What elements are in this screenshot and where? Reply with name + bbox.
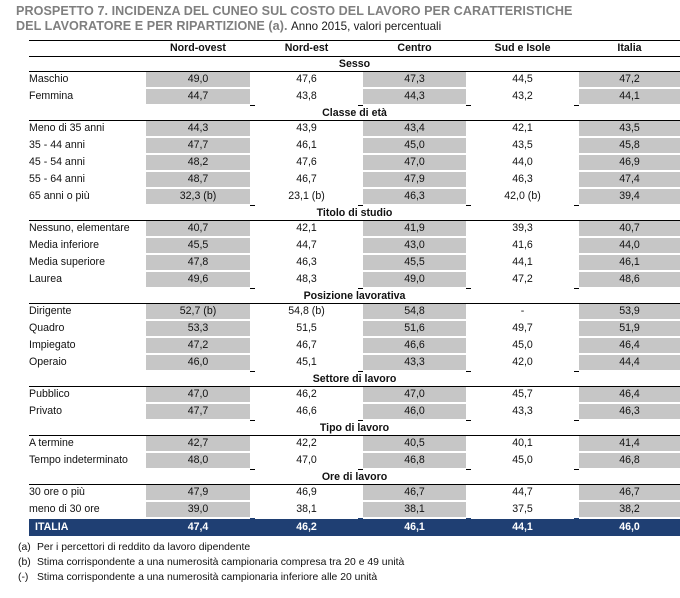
table-cell: 45,0 xyxy=(363,137,466,154)
table-cell: 53,3 xyxy=(146,320,250,337)
table-cell: 44,3 xyxy=(146,121,250,138)
total-row xyxy=(29,518,680,536)
section-heading: Posizione lavorativa xyxy=(29,288,680,304)
table-cell: 43,2 xyxy=(471,88,574,105)
table-cell: 46,7 xyxy=(255,171,358,188)
row-label: 45 - 54 anni xyxy=(29,154,146,171)
table-cell: 47,6 xyxy=(255,154,358,171)
footnote-key: (-) xyxy=(18,571,29,583)
table-cell: 46,9 xyxy=(255,485,358,502)
table-cell: - xyxy=(471,304,574,321)
table-cell: 47,2 xyxy=(146,337,250,354)
row-label: Impiegato xyxy=(29,337,146,354)
row-label: meno di 30 ore xyxy=(29,501,146,518)
section-heading: Tipo di lavoro xyxy=(29,420,680,436)
table-cell: 46,1 xyxy=(255,137,358,154)
row-label: 65 anni o più xyxy=(29,188,146,205)
footnote xyxy=(18,571,404,586)
table-cell: 47,0 xyxy=(146,387,250,404)
table-cell: 47,7 xyxy=(146,403,250,420)
table-cell: 46,1 xyxy=(579,254,680,271)
footnote-key: (a) xyxy=(18,542,31,553)
table-row xyxy=(29,188,680,205)
footnote-text: Stima corrispondente a una numerosità campionaria compresa tra 20 e 49 unità xyxy=(37,556,405,568)
title-line-2: DEL LAVORATORE E PER RIPARTIZIONE (a). xyxy=(16,19,288,33)
section-heading-row xyxy=(29,371,680,387)
footnote-key: (b) xyxy=(18,556,31,568)
table-body xyxy=(29,57,680,537)
section-heading: Titolo di studio xyxy=(29,205,680,221)
column-header-row xyxy=(29,41,680,57)
table-cell: 42,1 xyxy=(471,121,574,138)
table-cell: 45,7 xyxy=(471,387,574,404)
row-label: 30 ore o più xyxy=(29,485,146,502)
table-row xyxy=(29,337,680,354)
table-cell: 41,4 xyxy=(579,436,680,453)
footnote xyxy=(18,556,404,571)
table-cell: 48,7 xyxy=(146,171,250,188)
table-cell: 43,8 xyxy=(255,88,358,105)
section-heading-row xyxy=(29,420,680,436)
table-cell: 43,5 xyxy=(579,121,680,138)
table-row xyxy=(29,403,680,420)
title-line-2-suffix: Anno 2015, valori percentuali xyxy=(291,20,442,33)
footnote-text: Stima corrispondente a una numerosità campionaria inferiore alle 20 unità xyxy=(37,571,378,583)
table-cell: 23,1 (b) xyxy=(255,188,358,205)
row-label: Maschio xyxy=(29,72,146,89)
table-cell: 45,0 xyxy=(471,452,574,469)
table-cell: 42,0 (b) xyxy=(471,188,574,205)
table-cell: 46,3 xyxy=(255,254,358,271)
table-cell: 44,4 xyxy=(579,354,680,371)
row-label: 35 - 44 anni xyxy=(29,137,146,154)
table-cell: 45,5 xyxy=(146,237,250,254)
table-cell: 49,7 xyxy=(471,320,574,337)
table-row xyxy=(29,88,680,105)
table-cell: 39,0 xyxy=(146,501,250,518)
table-cell: 44,1 xyxy=(471,254,574,271)
table-cell: 47,3 xyxy=(363,72,466,89)
section-heading-row xyxy=(29,288,680,304)
footnote xyxy=(18,541,404,556)
section-heading: Classe di età xyxy=(29,105,680,121)
table-cell: 49,6 xyxy=(146,271,250,288)
table-row xyxy=(29,254,680,271)
section-heading: Sesso xyxy=(29,57,680,72)
table-cell: 51,9 xyxy=(579,320,680,337)
table-cell: 48,0 xyxy=(146,452,250,469)
table-cell: 45,1 xyxy=(255,354,358,371)
table-row xyxy=(29,171,680,188)
table-cell: 43,9 xyxy=(255,121,358,138)
table-cell: 40,1 xyxy=(471,436,574,453)
table-cell: 54,8 (b) xyxy=(255,304,358,321)
table-cell: 43,3 xyxy=(363,354,466,371)
total-cell: 46,1 xyxy=(363,518,466,536)
table-cell: 47,2 xyxy=(471,271,574,288)
table-row xyxy=(29,137,680,154)
table-cell: 46,0 xyxy=(363,403,466,420)
column-header: Nord-est xyxy=(255,41,358,57)
table-row xyxy=(29,485,680,502)
table-cell: 46,4 xyxy=(579,337,680,354)
table-row xyxy=(29,452,680,469)
section-heading-row xyxy=(29,469,680,485)
column-header: Sud e Isole xyxy=(471,41,574,57)
table-cell: 43,5 xyxy=(471,137,574,154)
table-cell: 43,3 xyxy=(471,403,574,420)
table-cell: 46,9 xyxy=(579,154,680,171)
row-label: Media superiore xyxy=(29,254,146,271)
table-cell: 32,3 (b) xyxy=(146,188,250,205)
table-cell: 48,6 xyxy=(579,271,680,288)
total-cell: 46,0 xyxy=(579,518,680,536)
column-header: Centro xyxy=(363,41,466,57)
table-cell: 47,6 xyxy=(255,72,358,89)
table-cell: 46,6 xyxy=(363,337,466,354)
row-label: Dirigente xyxy=(29,304,146,321)
total-cell: 46,2 xyxy=(255,518,358,536)
table-cell: 46,3 xyxy=(579,403,680,420)
section-heading-row xyxy=(29,205,680,221)
table-cell: 45,8 xyxy=(579,137,680,154)
table-cell: 51,5 xyxy=(255,320,358,337)
table-cell: 44,5 xyxy=(471,72,574,89)
table-cell: 37,5 xyxy=(471,501,574,518)
table-cell: 40,7 xyxy=(579,221,680,238)
table-cell: 44,3 xyxy=(363,88,466,105)
row-label: Femmina xyxy=(29,88,146,105)
table-cell: 46,3 xyxy=(471,171,574,188)
table-cell: 41,9 xyxy=(363,221,466,238)
table-cell: 38,1 xyxy=(363,501,466,518)
footnotes xyxy=(18,541,404,585)
table-cell: 49,0 xyxy=(146,72,250,89)
total-label: ITALIA xyxy=(29,518,146,536)
section-heading: Ore di lavoro xyxy=(29,469,680,485)
table-cell: 47,0 xyxy=(255,452,358,469)
table-cell: 44,7 xyxy=(471,485,574,502)
row-label: 55 - 64 anni xyxy=(29,171,146,188)
table-cell: 46,6 xyxy=(255,403,358,420)
table-row xyxy=(29,154,680,171)
table-cell: 42,2 xyxy=(255,436,358,453)
table-cell: 44,0 xyxy=(579,237,680,254)
table-cell: 42,7 xyxy=(146,436,250,453)
table-cell: 46,2 xyxy=(255,387,358,404)
total-cell: 44,1 xyxy=(471,518,574,536)
table-cell: 44,0 xyxy=(471,154,574,171)
table-cell: 52,7 (b) xyxy=(146,304,250,321)
table-cell: 39,4 xyxy=(579,188,680,205)
table-cell: 46,8 xyxy=(363,452,466,469)
table-cell: 46,0 xyxy=(146,354,250,371)
table-cell: 53,9 xyxy=(579,304,680,321)
table-cell: 44,1 xyxy=(579,88,680,105)
table-cell: 46,7 xyxy=(255,337,358,354)
table-row xyxy=(29,271,680,288)
table-cell: 46,8 xyxy=(579,452,680,469)
section-heading-row xyxy=(29,105,680,121)
table-cell: 51,6 xyxy=(363,320,466,337)
table-title xyxy=(16,4,591,34)
table-row xyxy=(29,387,680,404)
data-table xyxy=(29,40,680,536)
row-label: Privato xyxy=(29,403,146,420)
column-header: Italia xyxy=(579,41,680,57)
table-row xyxy=(29,354,680,371)
row-label: Laurea xyxy=(29,271,146,288)
table-row xyxy=(29,304,680,321)
table-cell: 46,7 xyxy=(363,485,466,502)
row-label: Operaio xyxy=(29,354,146,371)
table-cell: 47,7 xyxy=(146,137,250,154)
table-cell: 49,0 xyxy=(363,271,466,288)
table-cell: 48,3 xyxy=(255,271,358,288)
table-cell: 47,2 xyxy=(579,72,680,89)
table-cell: 46,7 xyxy=(579,485,680,502)
table-cell: 48,2 xyxy=(146,154,250,171)
table-cell: 43,0 xyxy=(363,237,466,254)
table-cell: 38,1 xyxy=(255,501,358,518)
table-cell: 47,8 xyxy=(146,254,250,271)
table-cell: 47,0 xyxy=(363,154,466,171)
table-cell: 42,1 xyxy=(255,221,358,238)
table-cell: 47,4 xyxy=(579,171,680,188)
table-row xyxy=(29,72,680,89)
table-cell: 47,9 xyxy=(363,171,466,188)
row-label: Quadro xyxy=(29,320,146,337)
table-row xyxy=(29,237,680,254)
title-line-1: PROSPETTO 7. INCIDENZA DEL CUNEO SUL COSTO DEL LAVORO PER CARATTERISTICHE xyxy=(16,4,573,18)
row-label: Tempo indeterminato xyxy=(29,452,146,469)
table-cell: 45,5 xyxy=(363,254,466,271)
table-cell: 39,3 xyxy=(471,221,574,238)
table-cell: 41,6 xyxy=(471,237,574,254)
section-heading: Settore di lavoro xyxy=(29,371,680,387)
table-row xyxy=(29,436,680,453)
table-cell: 44,7 xyxy=(255,237,358,254)
row-label: Meno di 35 anni xyxy=(29,121,146,138)
footnote-text: Per i percettori di reddito da lavoro dipendente xyxy=(37,542,251,553)
column-header-blank xyxy=(29,41,146,57)
column-header: Nord-ovest xyxy=(146,41,250,57)
table-cell: 40,5 xyxy=(363,436,466,453)
table-cell: 38,2 xyxy=(579,501,680,518)
table-cell: 46,4 xyxy=(579,387,680,404)
table-cell: 46,3 xyxy=(363,188,466,205)
total-cell: 47,4 xyxy=(146,518,250,536)
section-heading-row xyxy=(29,57,680,72)
table-row xyxy=(29,320,680,337)
table-cell: 47,0 xyxy=(363,387,466,404)
table-cell: 40,7 xyxy=(146,221,250,238)
table-cell: 43,4 xyxy=(363,121,466,138)
row-label: Pubblico xyxy=(29,387,146,404)
table-cell: 47,9 xyxy=(146,485,250,502)
table-cell: 42,0 xyxy=(471,354,574,371)
table-row xyxy=(29,221,680,238)
row-label: Nessuno, elementare xyxy=(29,221,146,238)
table-row xyxy=(29,501,680,518)
table-cell: 45,0 xyxy=(471,337,574,354)
row-label: A termine xyxy=(29,436,146,453)
table-row xyxy=(29,121,680,138)
table-cell: 44,7 xyxy=(146,88,250,105)
row-label: Media inferiore xyxy=(29,237,146,254)
table-cell: 54,8 xyxy=(363,304,466,321)
